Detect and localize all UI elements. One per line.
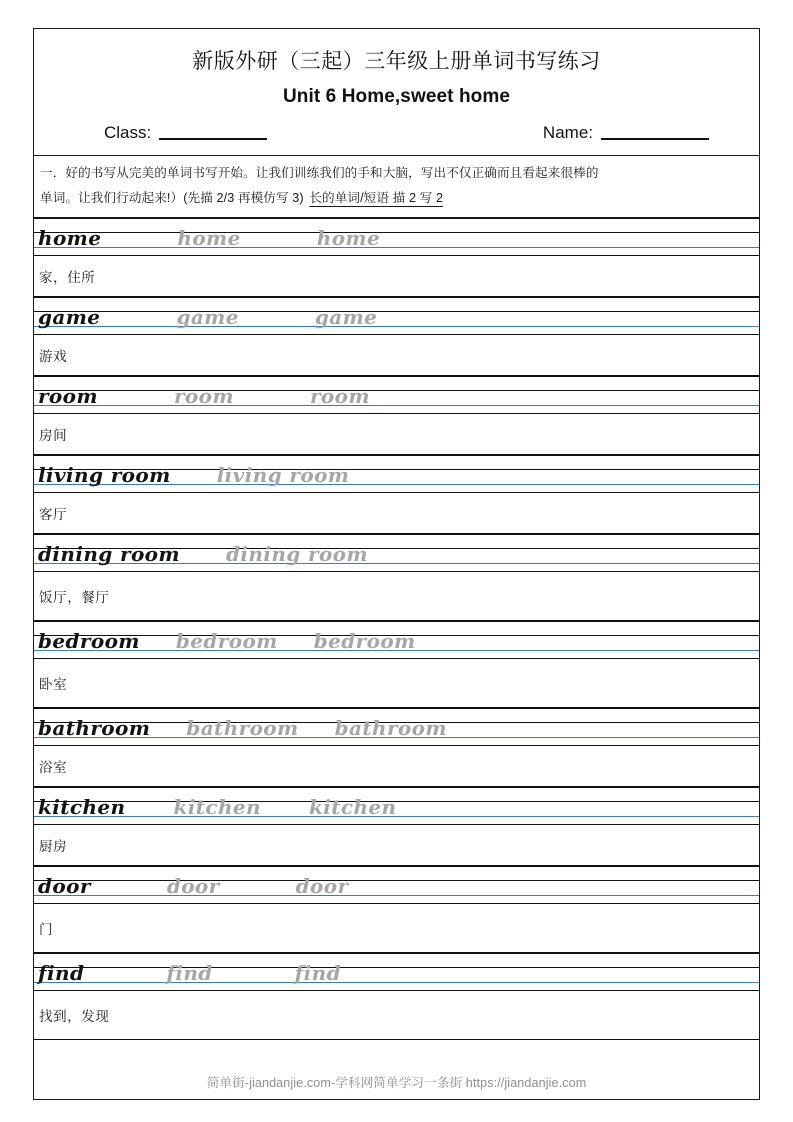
word-trace: door bbox=[295, 874, 349, 898]
translation-row: 卧室 bbox=[34, 659, 759, 708]
word-model: home bbox=[38, 226, 102, 250]
word-staff-row[interactable] bbox=[34, 218, 759, 256]
word-model: game bbox=[38, 305, 101, 329]
word-repetitions bbox=[38, 456, 759, 492]
word-staff-row[interactable] bbox=[34, 297, 759, 335]
word-repetitions bbox=[38, 788, 759, 824]
word-trace: game bbox=[176, 305, 239, 329]
worksheet-sheet bbox=[33, 28, 760, 1100]
word-staff-row[interactable] bbox=[34, 621, 759, 659]
student-info-row bbox=[44, 123, 749, 143]
worksheet-header bbox=[34, 29, 759, 143]
class-input-blank[interactable] bbox=[159, 137, 267, 140]
word-trace: room bbox=[173, 384, 234, 408]
translation-row: 浴室 bbox=[34, 746, 759, 787]
translation-row: 门 bbox=[34, 904, 759, 953]
word-model: bathroom bbox=[38, 716, 151, 740]
unit-subtitle: Unit 6 Home,sweet home bbox=[282, 86, 511, 107]
instructions-line-1: 一．好的书写从完美的单词书写开始。让我们训练我们的手和大脑，写出不仅正确而且看起来很棒的 bbox=[40, 166, 599, 180]
word-model: living room bbox=[38, 463, 171, 487]
word-trace: bedroom bbox=[313, 629, 416, 653]
word-trace: home bbox=[316, 226, 381, 250]
word-staff-row[interactable] bbox=[34, 787, 759, 825]
instructions-line-2-text: 单词。让我们行动起来!）(先描 2/3 再模仿写 3) bbox=[40, 191, 304, 205]
translation-row: 饭厅，餐厅 bbox=[34, 572, 759, 621]
word-repetitions bbox=[38, 219, 759, 255]
word-repetitions bbox=[38, 377, 759, 413]
word-trace: dining room bbox=[226, 542, 368, 566]
word-staff-row[interactable] bbox=[34, 866, 759, 904]
translation-row: 厨房 bbox=[34, 825, 759, 866]
word-staff-row[interactable] bbox=[34, 534, 759, 572]
name-label: Name: bbox=[542, 123, 593, 142]
word-trace: game bbox=[314, 305, 378, 329]
word-repetitions bbox=[38, 954, 759, 990]
word-repetitions bbox=[38, 298, 759, 334]
word-repetitions bbox=[38, 622, 759, 658]
word-trace: bedroom bbox=[175, 629, 278, 653]
word-staff-row[interactable] bbox=[34, 455, 759, 493]
word-trace: bathroom bbox=[334, 716, 447, 740]
instructions-line-2 bbox=[40, 186, 753, 211]
word-trace: kitchen bbox=[173, 795, 261, 819]
word-trace: room bbox=[309, 384, 370, 408]
word-trace: door bbox=[166, 874, 220, 898]
translation-row: 客厅 bbox=[34, 493, 759, 534]
translation-row: 家，住所 bbox=[34, 256, 759, 297]
word-model: kitchen bbox=[38, 795, 126, 819]
translation-row: 找到，发现 bbox=[34, 991, 759, 1040]
word-model: door bbox=[38, 874, 91, 898]
page-title: 新版外研（三起）三年级上册单词书写练习 bbox=[192, 50, 601, 73]
word-repetitions bbox=[38, 709, 759, 745]
translation-row: 游戏 bbox=[34, 335, 759, 376]
instructions-block bbox=[34, 155, 759, 218]
instructions-emphasis: 长的单词/短语 描 2 写 2 bbox=[309, 191, 444, 205]
word-model: room bbox=[38, 384, 98, 408]
class-label: Class: bbox=[104, 123, 152, 142]
name-field-group bbox=[543, 123, 709, 143]
word-repetitions bbox=[38, 867, 759, 903]
word-model: bedroom bbox=[38, 629, 140, 653]
word-trace: kitchen bbox=[308, 795, 397, 819]
word-trace: home bbox=[177, 226, 241, 250]
word-staff-row[interactable] bbox=[34, 708, 759, 746]
translation-row: 房间 bbox=[34, 414, 759, 455]
footer-watermark: 简单街-jiandanjie.com-学科网简单学习一条街 https://jiandanjie.com bbox=[206, 1076, 587, 1090]
word-repetitions bbox=[38, 535, 759, 571]
name-input-blank[interactable] bbox=[601, 137, 709, 140]
word-trace: find bbox=[294, 961, 341, 985]
word-model: find bbox=[38, 961, 85, 985]
word-trace: bathroom bbox=[186, 716, 299, 740]
word-model: dining room bbox=[38, 542, 180, 566]
word-trace: find bbox=[166, 961, 213, 985]
practice-rows bbox=[34, 218, 759, 1040]
class-field-group bbox=[104, 123, 267, 143]
word-staff-row[interactable] bbox=[34, 376, 759, 414]
word-staff-row[interactable] bbox=[34, 953, 759, 991]
word-trace: living room bbox=[216, 463, 350, 487]
